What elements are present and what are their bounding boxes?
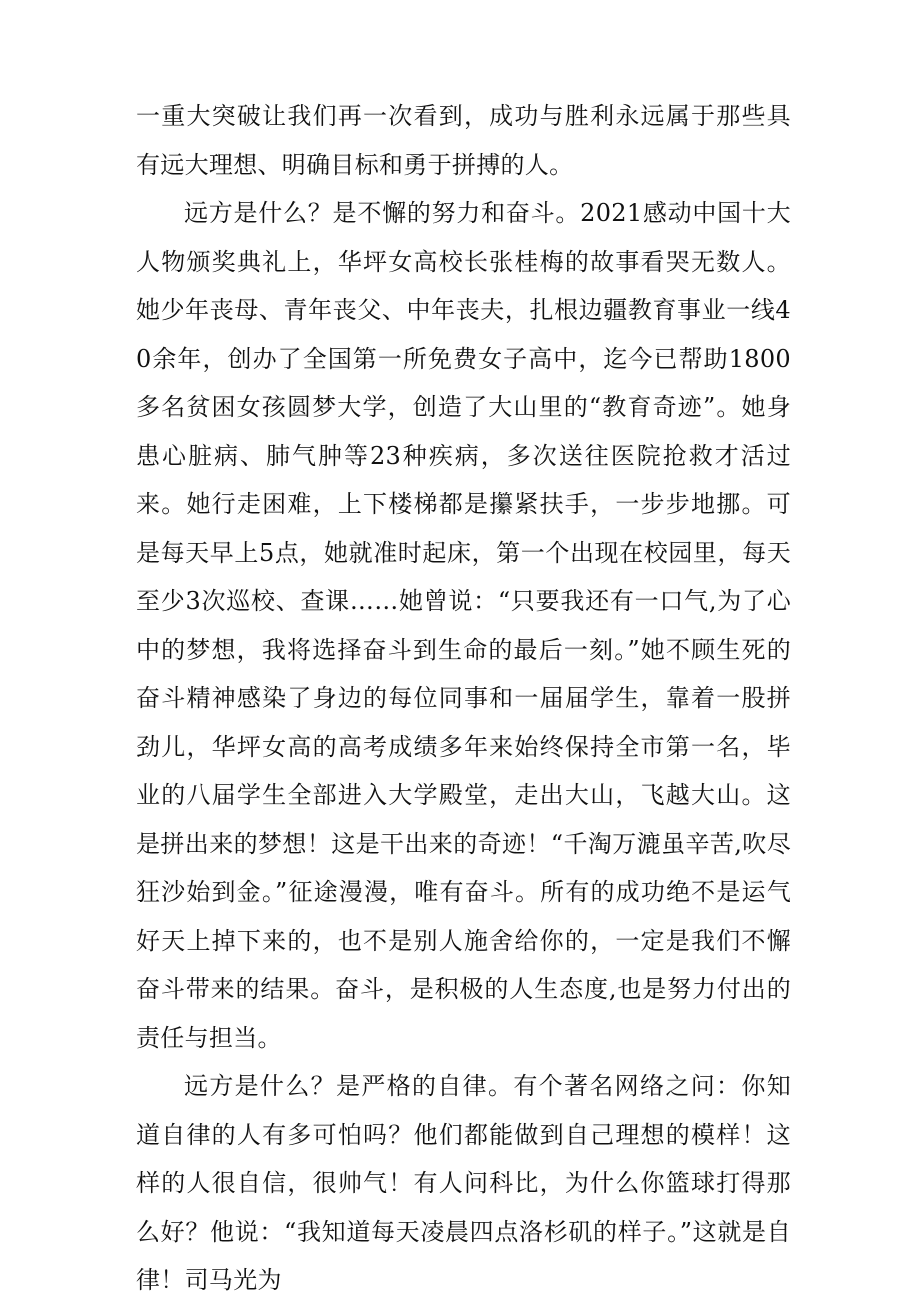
paragraph-3: 远方是什么？是严格的自律。有个著名网络之问：你知道自律的人有多可怕吗？他们都能做到自己理想的模样！这样的人很自信，很帅气！有人问科比，为什么你篮球打得那么好？他说：“我知道每天凌晨四点洛杉矶的样子。”这就是自律！司马光为 xyxy=(136,1072,791,1294)
paragraph-2: 远方是什么？是不懈的努力和奋斗。2021感动中国十大人物颁奖典礼上，华坪女高校长张桂梅的故事看哭无数人。她少年丧母、青年丧父、中年丧夫，扎根边疆教育事业一线40余年，创办了全国第一所免费女子高中，迄今已帮助1800多名贫困女孩圆梦大学，创造了大山里的“教育奇迹”。她身患心脏病、肺气肿等23种疾病，多次送往医院抢救才活过来。她行走困难，上下楼梯都是攥紧扶手，一步步地挪。可是每天早上5点，她就准时起床，第一个出现在校园里，每天至少3次巡校、查课……她曾说：“只要我还有一口气,为了心中的梦想，我将选择奋斗到生命的最后一刻。”她不顾生死的奋斗精神感染了身边的每位同事和一届届学生，靠着一股拼劲儿，华坪女高的高考成绩多年来始终保持全市第一名，毕业的八届学生全部进入大学殿堂，走出大山，飞越大山。这是拼出来的梦想！这是干出来的奇迹！“千淘万漉虽辛苦,吹尽狂沙始到金。”征途漫漫，唯有奋斗。所有的成功绝不是运气好天上掉下来的，也不是别人施舍给你的，一定是我们不懈奋斗带来的结果。奋斗，是积极的人生态度,也是努力付出的责任与担当。 xyxy=(136,199,791,1052)
paragraph-1: 一重大突破让我们再一次看到，成功与胜利永远属于那些具有远大理想、明确目标和勇于拼搏的人。 xyxy=(136,102,791,179)
document-body xyxy=(136,92,791,1305)
